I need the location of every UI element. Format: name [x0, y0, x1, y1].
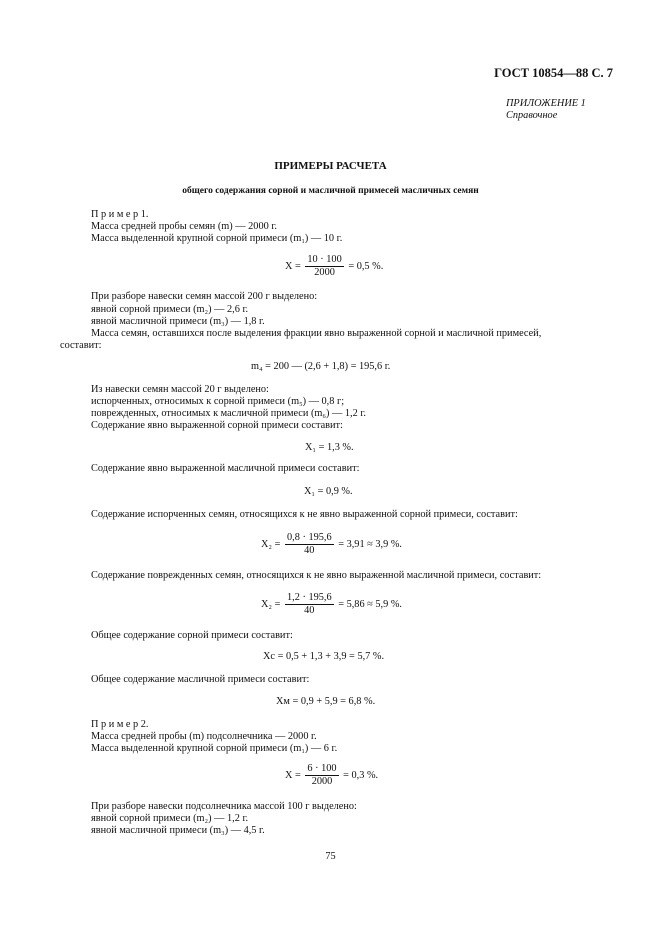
formula-x: X = $\frac{6 \cdot 100}{2000}$ = 0,3 %. [285, 763, 379, 787]
text-line: испорченных, относимых к сорной примеси (m₅) — 0,8 г; [91, 396, 345, 407]
example-2-label: П р и м е р 2. [91, 719, 149, 730]
text-line: поврежденных, относимых к масличной примеси (m₆) — 1,2 г. [91, 408, 366, 419]
doc-subtitle: общего содержания сорной и масличной примесей масличных семян [182, 186, 479, 196]
text-line: При разборе навески семян массой 200 г выделено: [91, 291, 318, 302]
formula-x1: X₁ = 0,9 %. [304, 486, 353, 497]
text-line: явной сорной примеси (m₂) — 2,6 г. [91, 304, 249, 315]
text-line: Общее содержание масличной примеси составит: [91, 674, 310, 685]
text-line: явной сорной примеси (m₂) — 1,2 г. [91, 813, 249, 824]
example-1-label: П р и м е р 1. [91, 209, 149, 220]
text-line: Содержание явно выраженной сорной примеси составит: [91, 420, 343, 431]
text-line: Содержание испорченных семян, относящихся к не явно выраженной сорной примеси, составит: [91, 509, 518, 520]
formula-x: X = $\frac{10 \cdot 100}{2000}$ = 0,5 %. [285, 254, 384, 278]
text-line: явной масличной примеси (m₃) — 4,5 г. [91, 825, 265, 836]
formula-m4: m₄ = 200 — (2,6 + 1,8) = 195,6 г. [251, 361, 391, 372]
formula-xm: Xм = 0,9 + 5,9 = 6,8 %. [276, 696, 376, 707]
text-line: Масса выделенной крупной сорной примеси (m₁) — 6 г. [91, 743, 338, 754]
text-line: Масса средней пробы (m) подсолнечника — 2000 г. [91, 731, 317, 742]
text-line: Содержание поврежденных семян, относящихся к не явно выраженной масличной примеси, составит: [91, 570, 542, 581]
text-line: Масса средней пробы семян (m) — 2000 г. [91, 221, 277, 232]
text-line: Масса семян, оставшихся после выделения фракции явно выраженной сорной и масличной примесей, [91, 328, 542, 339]
text-line: Масса выделенной крупной сорной примеси (m₁) — 10 г. [91, 233, 343, 244]
formula-x1: X₁ = 1,3 %. [305, 442, 354, 453]
formula-xc: Xс = 0,5 + 1,3 + 3,9 = 5,7 %. [263, 651, 385, 662]
text-line: составит: [60, 340, 102, 351]
formula-x2: X₂ = $\frac{0,8 \cdot 195,6}{40}$ = 3,91 ≈ 3,9 %. [261, 532, 403, 556]
text-line: При разборе навески подсолнечника массой 100 г выделено: [91, 801, 357, 812]
appendix-subtitle: Справочное [506, 110, 558, 121]
text-line: явной масличной примеси (m₃) — 1,8 г. [91, 316, 265, 327]
formula-x2: X₂ = $\frac{1,2 \cdot 195,6}{40}$ = 5,86 ≈ 5,9 %. [261, 592, 403, 616]
page-number: 75 [325, 851, 336, 862]
text-line: Из навески семян массой 20 г выделено: [91, 384, 269, 395]
gost-header: ГОСТ 10854—88 С. 7 [494, 66, 613, 80]
text-line: Общее содержание сорной примеси составит: [91, 630, 293, 641]
appendix-title: ПРИЛОЖЕНИЕ 1 [506, 98, 586, 109]
doc-title: ПРИМЕРЫ РАСЧЕТА [274, 160, 387, 172]
text-line: Содержание явно выраженной масличной примеси составит: [91, 463, 360, 474]
